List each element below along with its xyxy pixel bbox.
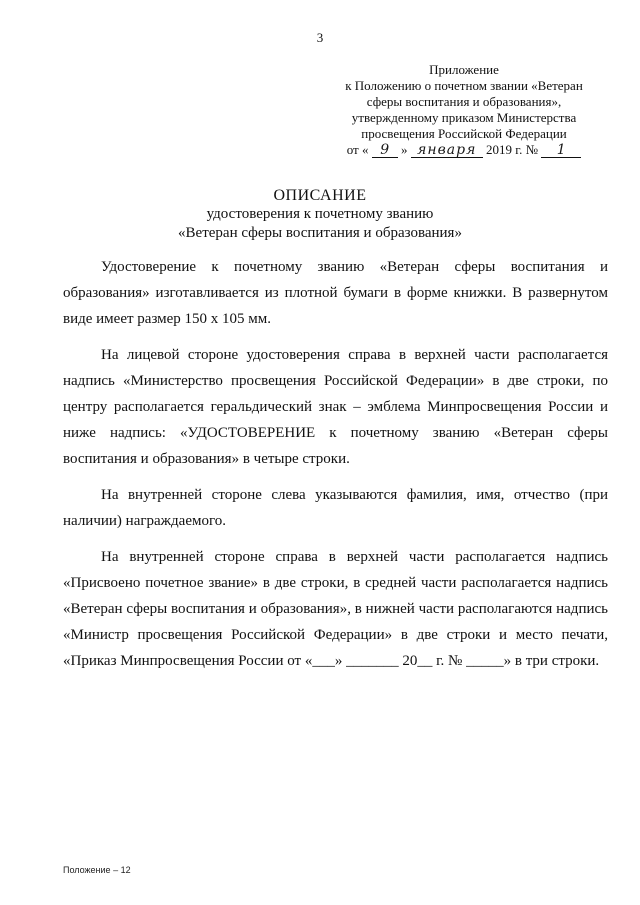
title-main: ОПИСАНИЕ <box>273 187 367 204</box>
date-mid: » <box>400 142 408 157</box>
appendix-label: Приложение <box>429 62 499 77</box>
title-line-3: «Ветеран сферы воспитания и образования» <box>178 225 462 241</box>
paragraph-4: На внутренней стороне справа в верхней части располагается надпись «Присвоено почетное звание» в две строки, в средней части располагается надпись «Ветеран сферы воспитания и образования», в нижней части располагаются надпись «Министр просвещения Российской Федерации» в две строки и место печати, «Приказ Минпросвещения России от «___» _______ 20__ г. № _____» в три строки. <box>63 549 608 669</box>
handwritten-month: января <box>411 143 483 158</box>
paragraph-2: На лицевой стороне удостоверения справа в верхней части располагается надпись «Министерство просвещения Российской Федерации» в две строки, по центру располагается геральдический знак – эмблема Минпросвещения России и ниже надпись: «УДОСТОВЕРЕНИЕ к почетному званию «Ветеран сферы воспитания и образования» в четыре строки. <box>63 347 608 467</box>
appendix-line-5: просвещения Российской Федерации <box>361 126 567 141</box>
paragraph-3: На внутренней стороне слева указываются фамилия, имя, отчество (при наличии) награждаемого. <box>63 487 608 529</box>
document-title <box>0 186 640 243</box>
appendix-line-3: сферы воспитания и образования», <box>366 94 562 109</box>
paragraph-1: Удостоверение к почетному званию «Ветеран сферы воспитания и образования» изготавливается из плотной бумаги в форме книжки. В развернутом виде имеет размер 150 х 105 мм. <box>63 259 608 327</box>
body-text <box>63 254 608 684</box>
handwritten-day: 9 <box>372 143 398 158</box>
date-prefix: от « <box>346 142 369 157</box>
title-line-2: удостоверения к почетному званию <box>206 206 434 222</box>
order-date-line <box>330 142 598 158</box>
footer-note: Положение – 12 <box>63 865 131 875</box>
appendix-line-2: к Положению о почетном звании «Ветеран <box>345 78 583 93</box>
appendix-line-4: утвержденному приказом Министерства <box>351 110 577 125</box>
year-text: 2019 г. № <box>485 142 539 157</box>
appendix-block <box>330 62 598 158</box>
handwritten-order-number: 1 <box>541 143 581 158</box>
page-number: 3 <box>316 30 324 45</box>
